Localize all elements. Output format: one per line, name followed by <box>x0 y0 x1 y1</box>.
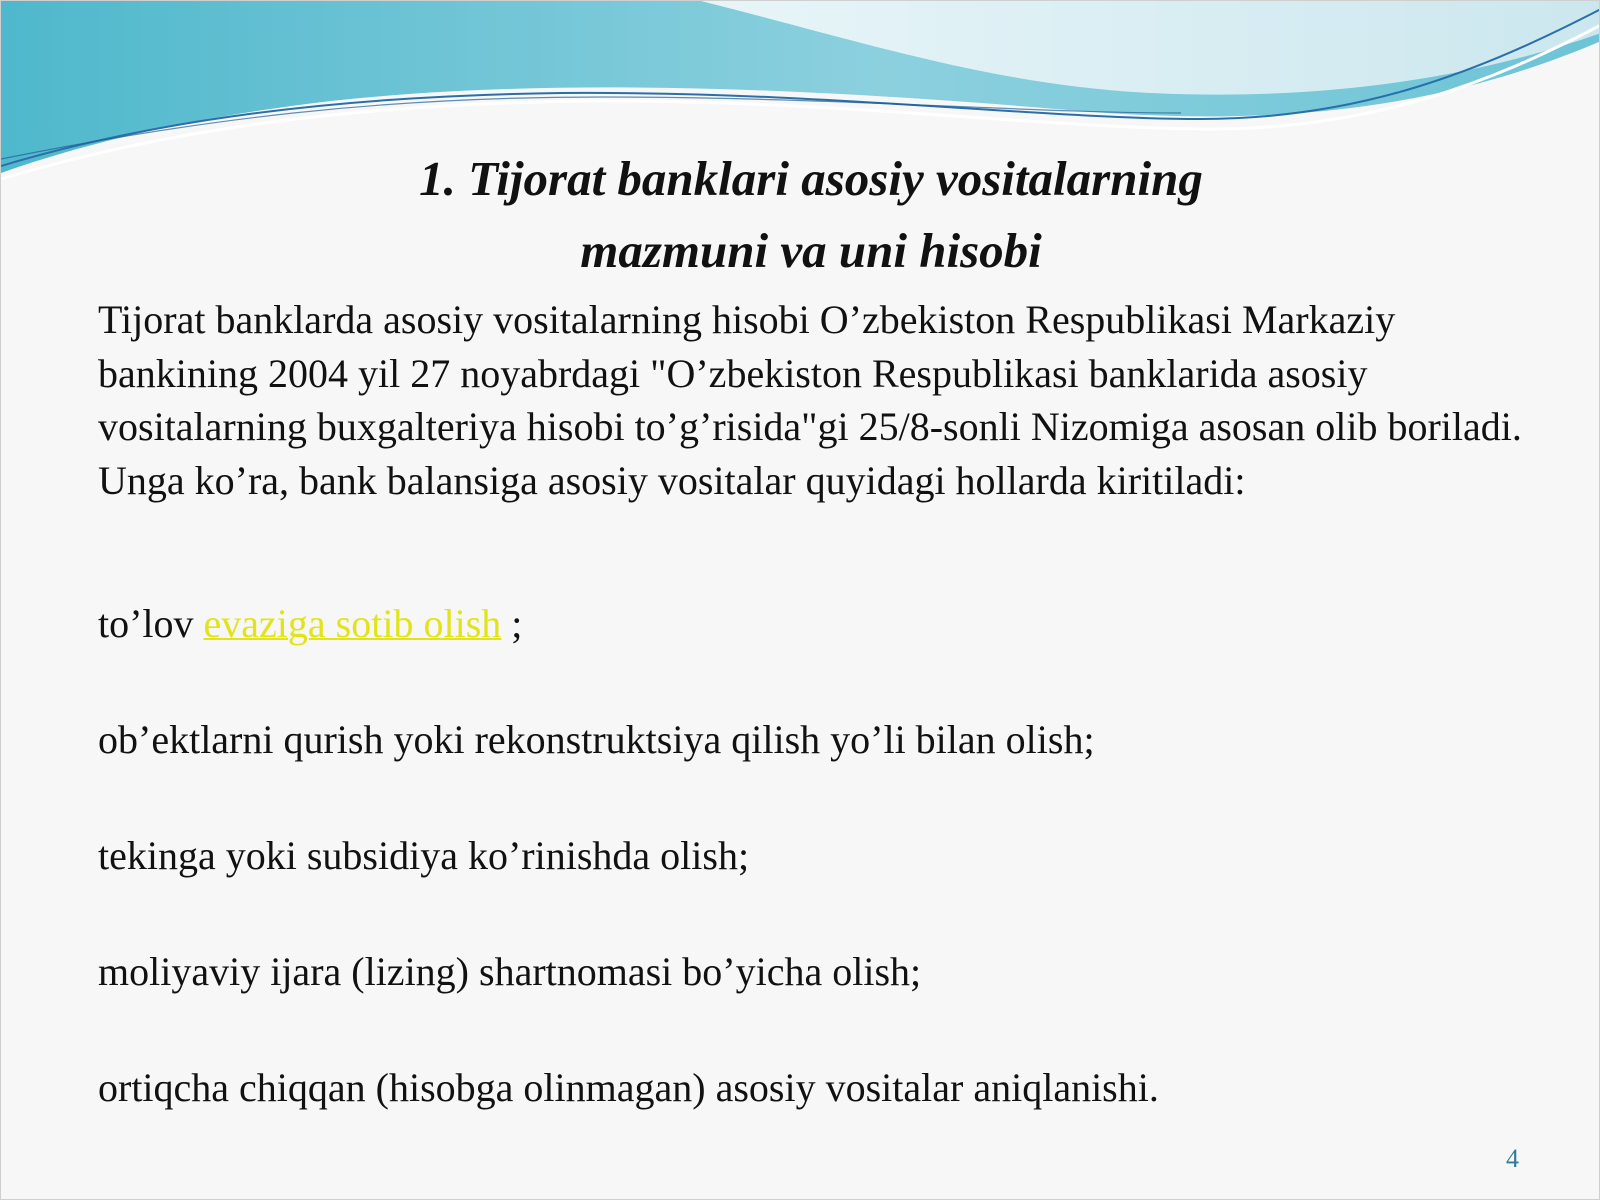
list-item: tekinga yoki subsidiya ko’rinishda olish; <box>98 833 750 878</box>
slide-title-line-2: mazmuni va uni hisobi <box>580 223 1042 278</box>
cases-list <box>98 597 1538 1177</box>
purchase-link[interactable]: evaziga sotib olish <box>203 601 502 646</box>
slide-title <box>181 143 1441 287</box>
intro-paragraph: Tijorat banklarda asosiy vositalarning hisobi O’zbekiston Respublikasi Markaziy bankining 2004 yil 27 noyabrdagi "O’zbekiston Respublikasi banklarida asosiy vositalarning buxgalteriya hisobi to’g’risida"gi 25/8-sonli Nizomiga asosan olib boriladi. Unga ko’ra, bank balansiga asosiy vositalar quyidagi hollarda kiritiladi: <box>98 297 1522 503</box>
list-item: ob’ektlarni qurish yoki rekonstruktsiya qilish yo’li bilan olish; <box>98 717 1095 762</box>
list-item-prefix: to’lov <box>98 601 204 646</box>
slide-title-line-1: 1. Tijorat banklari asosiy vositalarning <box>419 151 1203 206</box>
list-item-suffix: ; <box>501 601 523 646</box>
list-item <box>98 597 1538 713</box>
list-item: ortiqcha chiqqan (hisobga olinmagan) asosiy vositalar aniqlanishi. <box>98 1065 1159 1110</box>
list-item: moliyaviy ijara (lizing) shartnomasi bo’yicha olish; <box>98 949 922 994</box>
page-number: 4 <box>1506 1144 1519 1173</box>
